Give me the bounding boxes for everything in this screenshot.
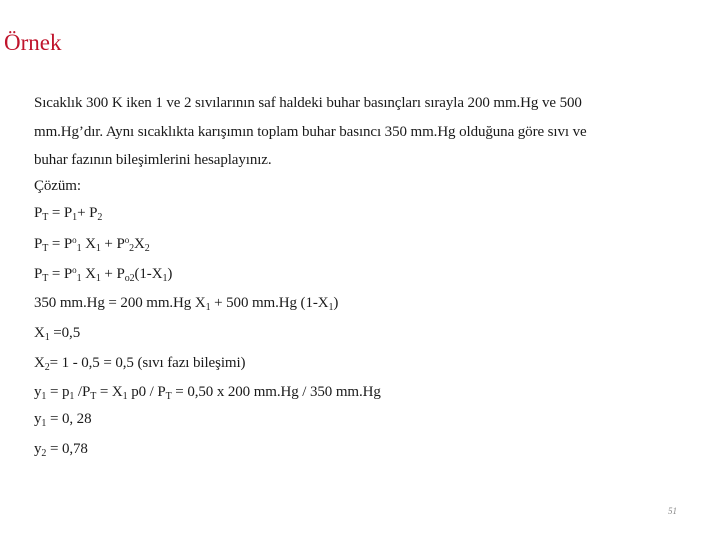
slide-title: Örnek [4,30,62,55]
equation-6: $X_2= 1 - 0,5 = 0,5$ (sıvı fazı bileşimi) [34,355,246,373]
equation-3: $P_T = P^o_1$ $X_1 + P_{o2}(1-X_1)$ [34,265,173,284]
problem-line-1: Sıcaklık 300 K iken 1 ve 2 sıvılarının saf haldeki buhar basınçları sırayla 200 mm.Hg ve 500 [34,95,582,111]
equation-4: 350 mm.Hg = 200 mm.Hg $X_1 + 500$ mm.Hg $(1-X_1)$ [34,295,339,313]
equation-9: $y_2 = 0,78$ [34,441,88,459]
page-number: 51 [668,506,677,516]
problem-line-2: mm.Hg’dır. Aynı sıcaklıkta karışımın toplam buhar basıncı 350 mm.Hg olduğuna göre sıvı ve [34,124,587,140]
equation-8: $y_1 = 0$, 28 [34,411,92,429]
solution-label: Çözüm: [34,178,81,194]
equation-1: $P_T = P_1+ P_2$ [34,205,103,223]
equation-5: $X_1 =0,5$ [34,325,81,343]
equation-7: $y_1 = p_1$ $/P_T = X_1$ $p0 / P_T = 0,50$ x 200 mm.Hg / 350 mm.Hg [34,384,381,402]
equation-2: $P_T = P^o_1$ $X_1 + P^o_2X_2$ [34,235,150,254]
problem-line-3: buhar fazının bileşimlerini hesaplayınız. [34,152,272,168]
